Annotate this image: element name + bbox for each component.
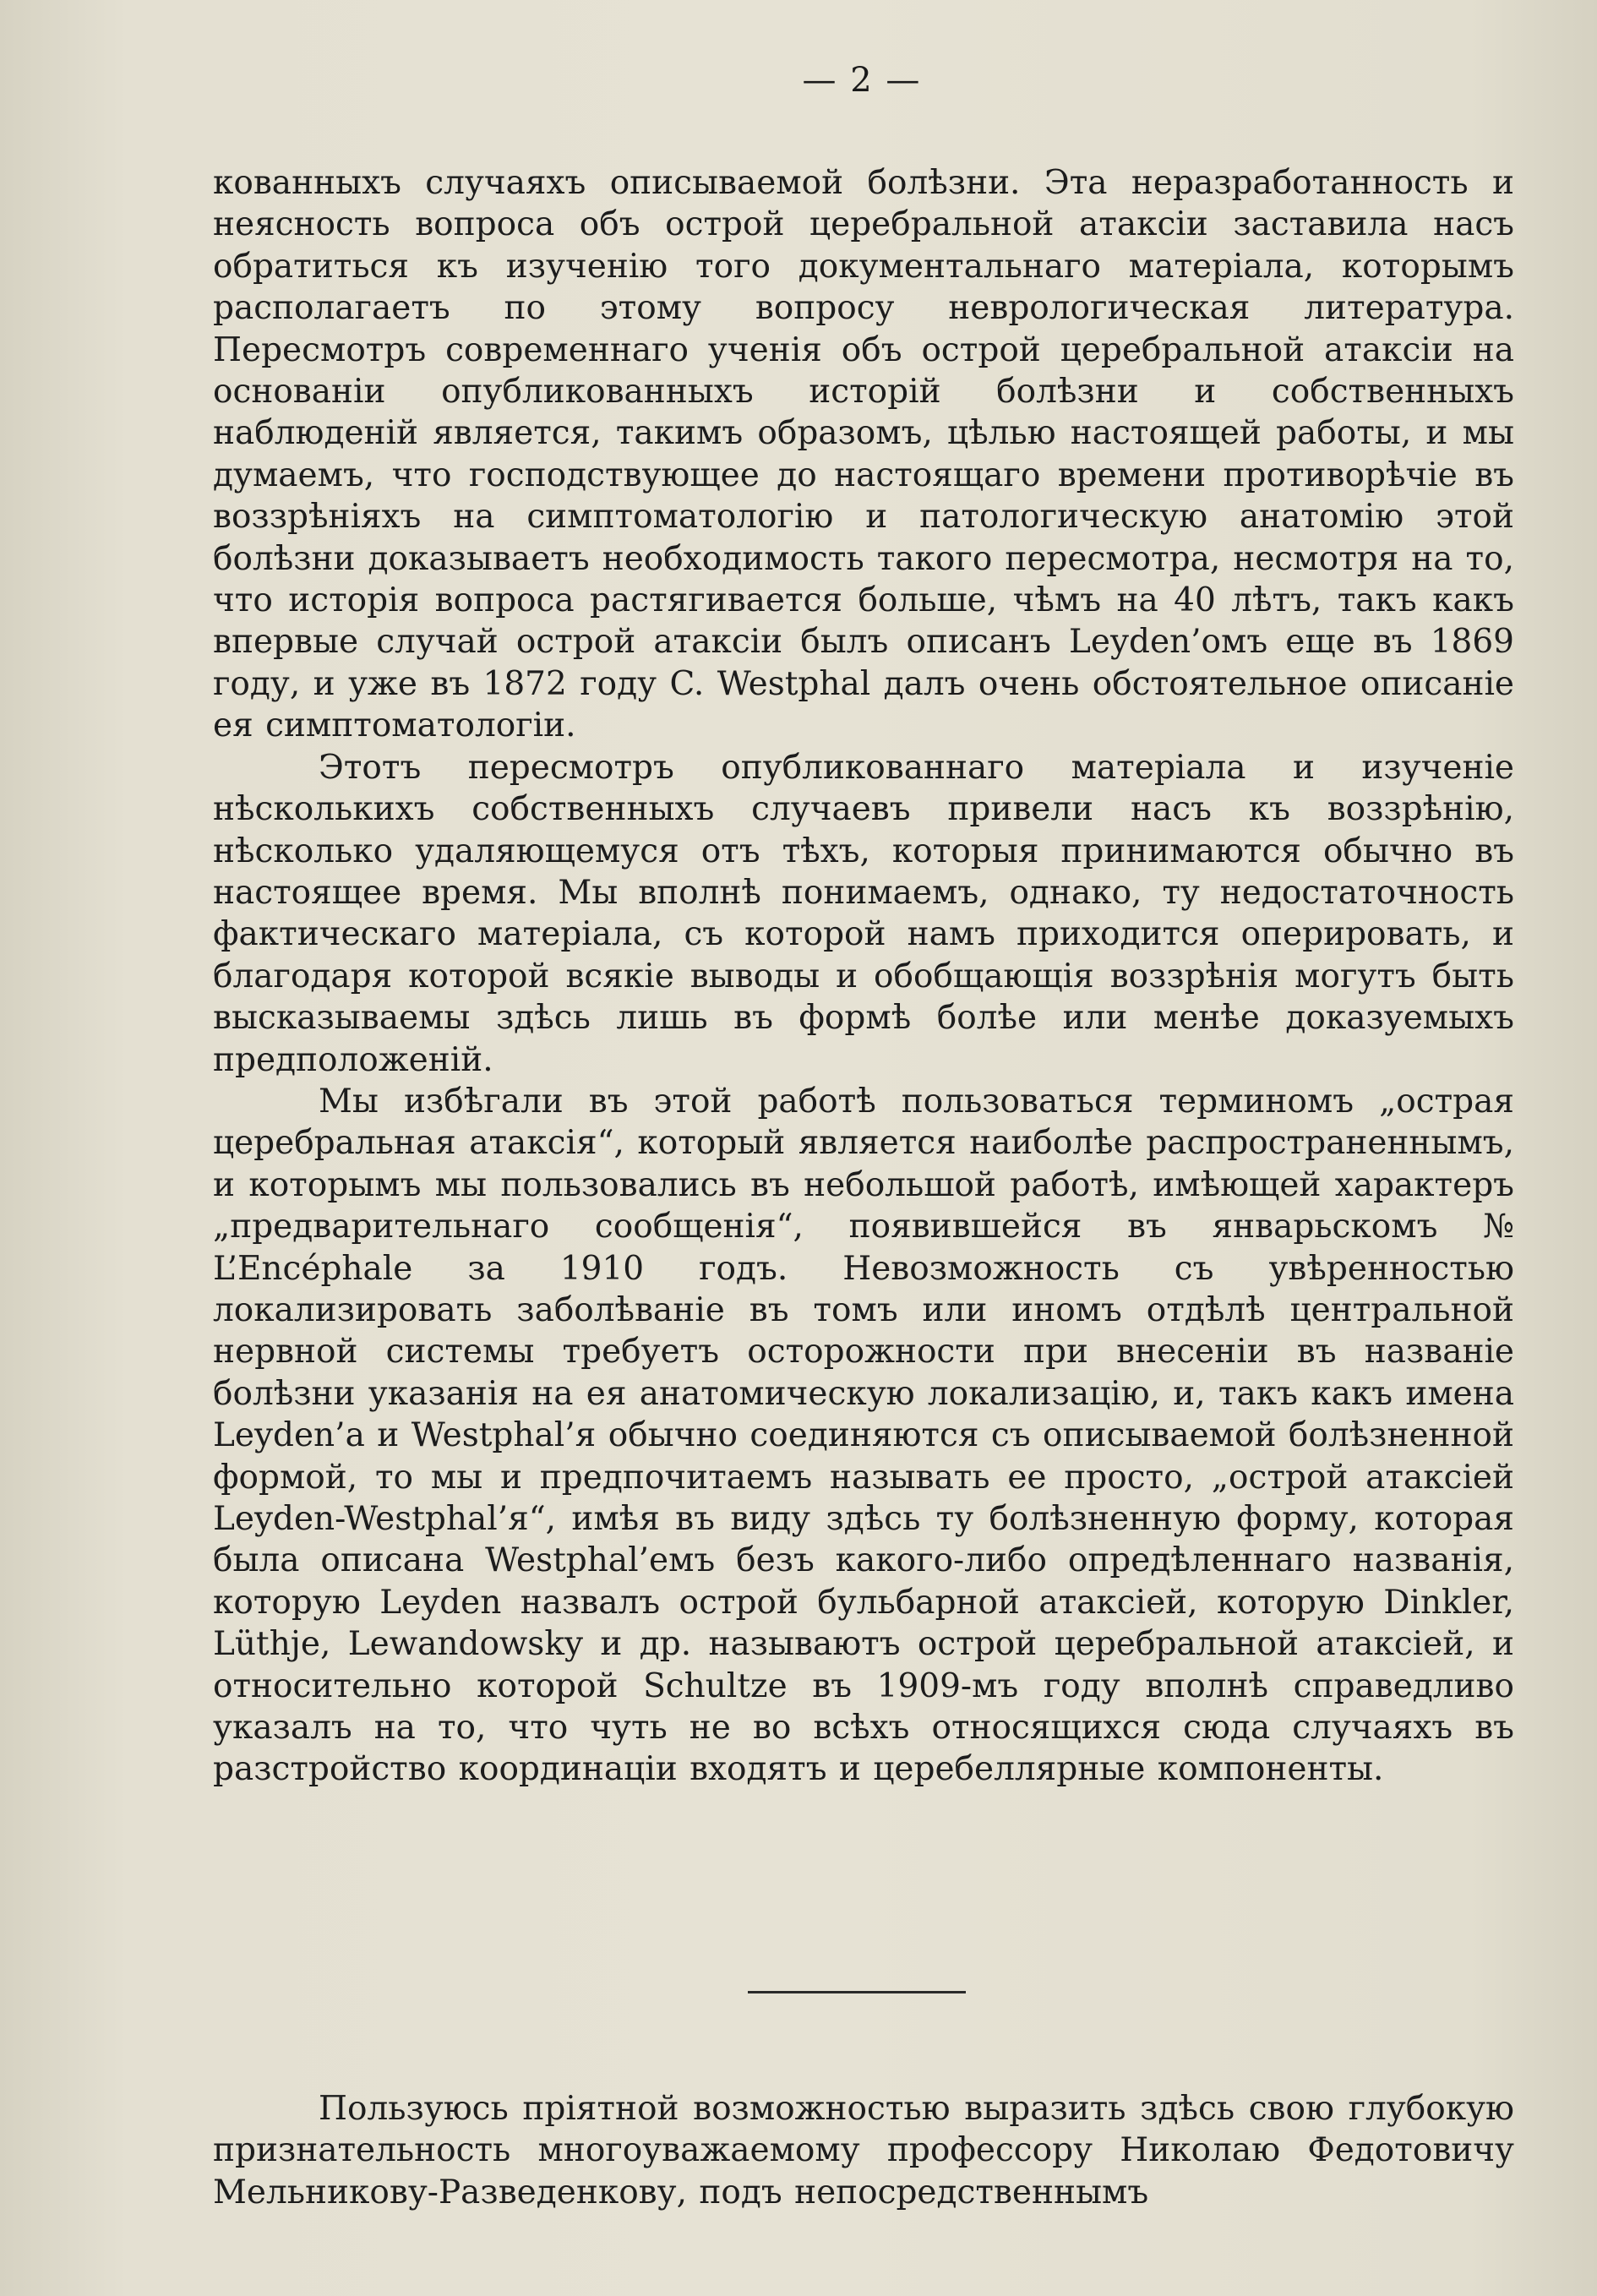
paragraph-2: Этотъ пересмотръ опубликованнаго матеріала и изученіе нѣсколькихъ собственныхъ случаевъ привели насъ къ воззрѣнію, нѣсколько удаляющемуся отъ тѣхъ, которыя принимаются обычно въ настоящее время. Мы вполнѣ понимаемъ, однако, ту недостаточность фактическаго матеріала, съ которой намъ приходится оперировать, и благодаря которой всякіе выводы и обобщающія воззрѣнія могутъ быть высказываемы здѣсь лишь въ формѣ болѣе или менѣе доказуемыхъ предположеній. bbox=[213, 748, 1514, 1079]
main-text bbox=[213, 162, 1514, 1791]
paragraph-1: кованныхъ случаяхъ описываемой болѣзни. Эта неразработанность и неясность вопроса объ острой церебральной атаксіи заставила насъ обратиться къ изученію того документальнаго матеріала, которымъ располагаетъ по этому вопросу неврологическая литература. Пересмотръ современнаго ученія объ острой церебральной атаксіи на основаніи опубликованныхъ исторій болѣзни и собственныхъ наблюденій является, такимъ образомъ, цѣлью настоящей работы, и мы думаемъ, что господствующее до настоящаго времени противорѣчіе въ воззрѣніяхъ на симптоматологію и патологическую анатомію этой болѣзни доказываетъ необходимость такого пересмотра, несмотря на то, что исторія вопроса растягивается больше, чѣмъ на 40 лѣтъ, такъ какъ впервые случай острой атаксіи былъ описанъ Leyden’омъ еще въ 1869 году, и уже въ 1872 году C. Westphal далъ очень обстоятельное описаніе ея симптоматологіи. bbox=[213, 164, 1514, 745]
section-divider bbox=[748, 1991, 966, 1993]
acknowledgement-paragraph: Пользуюсь пріятной возможностью выразить здѣсь свою глубокую признательность многоуважаемому профессору Николаю Федотовичу Мельникову-Разведенкову, подъ непосредственнымъ bbox=[213, 2090, 1514, 2211]
paragraph-3: Мы избѣгали въ этой работѣ пользоваться терминомъ „острая церебральная атаксія“, который является наиболѣе распространеннымъ, и которымъ мы пользовались въ небольшой работѣ, имѣющей характеръ „предварительнаго сообщенія“, появившейся въ январьскомъ № L’Encéphale за 1910 годъ. Невозможность съ увѣренностью локализировать заболѣваніе въ томъ или иномъ отдѣлѣ центральной нервной системы требуетъ осторожности при внесеніи въ названіе болѣзни указанія на ея анатомическую локализацію, и, такъ какъ имена Leyden’а и Westphal’я обычно соединяются съ описываемой болѣзненной формой, то мы и предпочитаемъ называть ее просто, „острой атаксіей Leyden-Westphal’я“, имѣя въ виду здѣсь ту болѣзненную форму, которая была описана Westphal’емъ безъ какого-либо опредѣленнаго названія, которую Leyden назвалъ острой бульбарной атаксіей, которую Dinkler, Lüthje, Lewandowsky и др. называютъ острой церебральной атаксіей, и относительно которой Schultze въ 1909-мъ году вполнѣ справедливо указалъ на то, что чуть не во всѣхъ относящихся сюда случаяхъ въ разстройство координаціи входятъ и церебеллярные компоненты. bbox=[213, 1082, 1514, 1789]
acknowledgement-block bbox=[213, 2088, 1514, 2213]
page-number: — 2 — bbox=[802, 61, 922, 100]
